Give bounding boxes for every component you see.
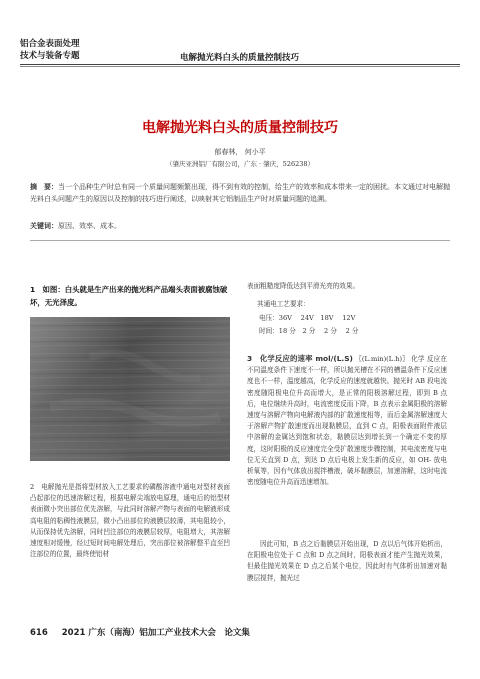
section2-text: 2 电解抛光是指将型材放入工艺要求的磷酸溶液中通电对型材表面凸起部位的迅速溶解过程，根据电解尖端放电原理，通电后的铝型材表面微小突出部位优先溶解，与此同时溶解产物与表面的电解液形成高电阻的粘稠性液膜层，微小凸出部位的液膜层较薄，其电阻较小，从而保持优先溶解，同时凹注部位的液膜层较厚，电阻增大，其溶解速度相对缓慢，经过短时间电解处理后，突出部位被溶解整平直至凹注部位的位置，最终使铝材 — [30, 483, 230, 559]
keywords-label: 关键词： — [30, 222, 58, 230]
header-rule — [20, 64, 460, 65]
time-row: 时间：18 分 2 分 2 分 2 分 — [259, 327, 359, 335]
section3-formula: 〖(L.min)(L.h)〗 — [355, 355, 409, 363]
paper-title: 电解抛光料白头的质量控制技巧 — [142, 120, 338, 136]
abstract — [30, 181, 450, 205]
section-divider — [30, 240, 450, 241]
abstract-text: 当一个品种生产时总有同一个质量问题频繁出现，得不到有效的控制，给生产的效率和成本带来一定的困扰。本文通过对电解抛光料白头问题产生的原因以及控制的技巧进行阐述，以映射其它铝制品生产时对质量问题的追溯。 — [30, 183, 450, 203]
paper-affiliation: （肇庆亚洲铝厂有限公司，广东 · 肇庆，526238） — [165, 160, 314, 168]
keywords-text: 原因、效率、成本。 — [58, 222, 121, 230]
section3-paragraph2: 因此可知，B 点之后黏膜层开始出现，D 点以后气体开始析出，在阳极电位处于 C 点和 D 点之间时，阳极表面才能产生抛光效果，但最佳抛光效果在 D 点之后某个电位，因此时有气体析出加速对黏膜层搅拌，抛光过 — [247, 540, 447, 582]
figure1-photo — [30, 317, 230, 461]
section3 — [247, 353, 447, 488]
voltage-row: 电压：36V 24V 18V 12V — [259, 313, 356, 322]
process-params — [257, 298, 359, 339]
page-number: 616 — [30, 628, 48, 638]
page-footer — [30, 626, 250, 638]
figure1-caption: 1 如图：白头就是生产出来的抛光料产品端头表面被腐蚀破坏，无光泽度。 — [30, 285, 228, 307]
abstract-label: 摘 要： — [30, 183, 58, 191]
journal-label-line2: 技术与装备专题 — [20, 51, 80, 61]
right-intro: 表面粗糙度降低达到平滑光亮的效果。 — [247, 282, 360, 290]
section3-lead-tail: 化学 — [411, 355, 425, 363]
journal-column-label — [20, 38, 80, 62]
journal-label-line1: 铝合金表面处理 — [20, 39, 80, 49]
paper-authors: 郁春林， 何小平 — [214, 148, 266, 156]
params-title: 其通电工艺要求： — [257, 300, 310, 308]
conference-name: 2021 广东（南海）铝加工产业技术大会 论文集 — [61, 628, 250, 638]
keywords — [30, 221, 121, 231]
header-rule-thin — [20, 66, 460, 67]
running-header-title: 电解抛光料白头的质量控制技巧 — [180, 53, 300, 63]
section3-body: 反应在不同温度条件下速度不一样，所以抛光槽在不同的槽温条件下反应速度也不一样，温度越高，化学反应的速度就越快。抛光时 AB 段电流密度随阳极电位升高而增大，是正常的阳极溶解过程，即到 B 点后，电位继续升高时，电流密度反而下降，B 点表示金属阳极的溶解速度与溶解产物向电解液内部的扩散速度相等，而后金属溶解速度大于溶解产物扩散速度而出现黏膜层，直到 C 点，阳极表面附件液层中溶解的金属达到饱和状态，黏膜层达到增长到一个确定不变的厚度，这时阳极的反应速度完全受扩散速度步骤控制，其电流密度与电位无关直到 D 点，到达 D 点后电极上发生新的反应，如 OH- 放电析氧等，因有气体放出搅拌槽液，破坏黏膜层，加速溶解，这时电流密度随电位升高而迅速增加。 — [247, 355, 447, 487]
section3-lead: 3 化学反应的速率 mol/(L.S) — [247, 354, 353, 363]
